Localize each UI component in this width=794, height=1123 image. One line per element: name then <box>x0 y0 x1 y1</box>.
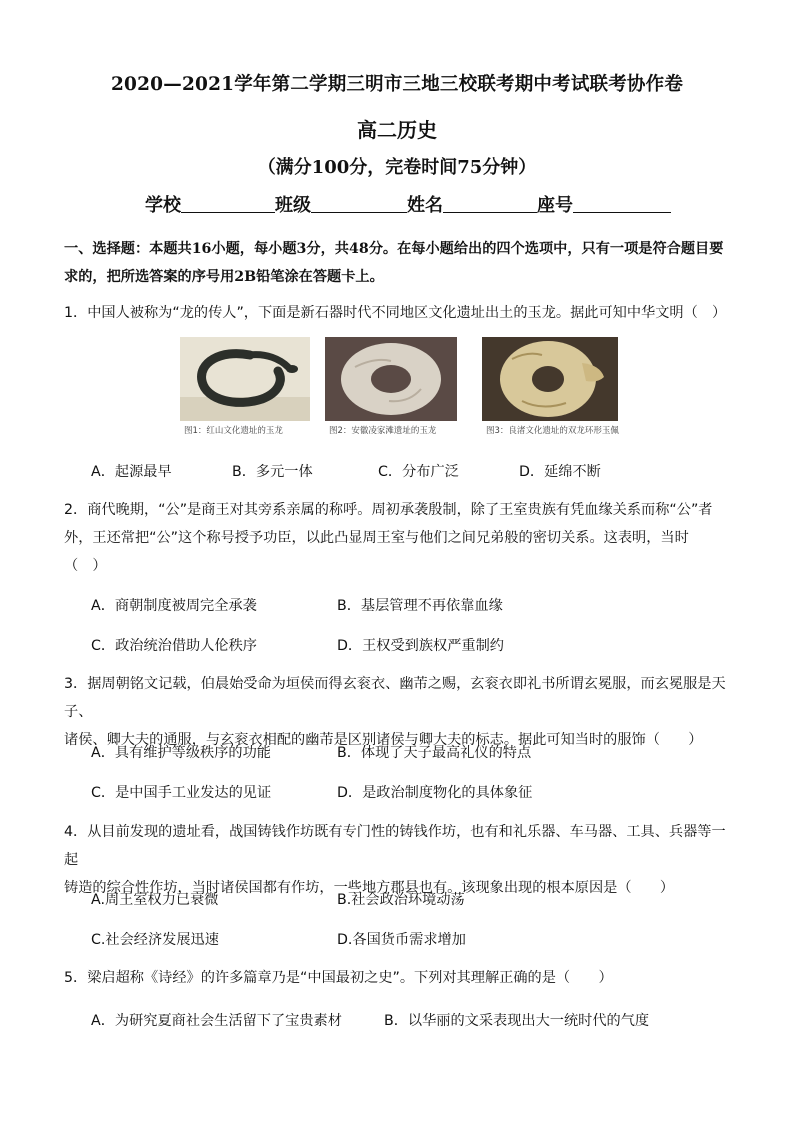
question-line: 诸侯、卿大夫的通服，与玄衮衣相配的幽芾是区别诸侯与卿大夫的标志。据此可知当时的服饰（ ） <box>64 732 703 748</box>
seat-label: 座号 <box>537 195 573 216</box>
school-blank[interactable] <box>181 194 275 213</box>
option-a[interactable]: A．商朝制度被周完全承袭 <box>91 598 257 614</box>
student-info-row <box>145 191 671 217</box>
figure-caption: 图2：安徽凌家滩遗址的玉龙 <box>329 426 437 436</box>
option-a[interactable]: A．为研究夏商社会生活留下了宝贵素材 <box>91 1013 342 1029</box>
option-b[interactable]: B．基层管理不再依靠血缘 <box>337 598 503 614</box>
question-line: 外，王还常把“公”这个称号授予功臣，以此凸显周王室与他们之间兄弟般的密切关系。这表明，当时 <box>64 530 689 546</box>
option-c[interactable]: C．政治统治借助人伦秩序 <box>91 638 257 654</box>
option-d[interactable]: D.各国货币需求增加 <box>337 932 466 948</box>
question-line: 4．从目前发现的遗址看，战国铸钱作坊既有专门性的铸钱作坊，也有和礼乐器、车马器、工具、兵器等一起 <box>64 824 726 868</box>
section-heading-line: 一、选择题：本题共16小题，每小题3分，共48分。在每小题给出的四个选项中，只有一项是符合题目要 <box>64 241 724 257</box>
option-a[interactable]: A．起源最早 <box>91 464 172 480</box>
option-d[interactable]: D．是政治制度物化的具体象征 <box>337 785 533 801</box>
option-c[interactable]: C．是中国手工业发达的见证 <box>91 785 272 801</box>
question-line: （ ） <box>64 558 107 574</box>
subject-title: 高二历史 <box>357 118 437 142</box>
option-c[interactable]: C.社会经济发展迅速 <box>91 932 219 948</box>
option-d[interactable]: D．延绵不断 <box>519 464 601 480</box>
section-heading-line: 求的，把所选答案的序号用2B铅笔涂在答题卡上。 <box>64 269 384 285</box>
name-blank[interactable] <box>443 194 537 213</box>
name-label: 姓名 <box>407 195 443 216</box>
option-b[interactable]: B．体现了天子最高礼仪的特点 <box>337 745 532 761</box>
jade-dragon-image-3 <box>482 337 618 425</box>
jade-dragon-image-2 <box>325 337 457 425</box>
question-line: 2．商代晚期，“公”是商王对其旁系亲属的称呼。周初承袭殷制，除了王室贵族有凭血缘关系而称“公”者 <box>64 502 713 518</box>
question-line: 5．梁启超称《诗经》的许多篇章乃是“中国最初之史”。下列对其理解正确的是（ ） <box>64 970 613 986</box>
class-blank[interactable] <box>311 194 407 213</box>
question-2-stem <box>64 496 734 580</box>
option-c[interactable]: C．分布广泛 <box>378 464 459 480</box>
question-line: 铸造的综合性作坊，当时诸侯国都有作坊，一些地方郡县也有。该现象出现的根本原因是（ ） <box>64 880 675 896</box>
jade-dragon-image-1 <box>180 337 310 425</box>
score-note: （满分100分，完卷时间75分钟） <box>257 157 537 178</box>
option-b[interactable]: B．多元一体 <box>232 464 313 480</box>
option-d[interactable]: D．王权受到族权严重制约 <box>337 638 504 654</box>
figure-caption: 图1：红山文化遗址的玉龙 <box>184 426 283 436</box>
section-heading <box>64 235 734 291</box>
class-label: 班级 <box>275 195 311 216</box>
exam-title: 2020—2021学年第二学期三明市三地三校联考期中考试联考协作卷 <box>110 74 684 95</box>
option-b[interactable]: B．以华丽的文采表现出大一统时代的气度 <box>384 1013 650 1029</box>
figure-caption: 图3：良渚文化遗址的双龙环形玉佩 <box>486 426 619 436</box>
question-line: 3．据周朝铭文记载，伯晨始受命为垣侯而得玄衮衣、幽芾之赐，玄衮衣即礼书所谓玄冕服，而玄冕服是天子、 <box>64 676 726 720</box>
option-b[interactable]: B.社会政治环境动荡 <box>337 892 465 908</box>
question-1-stem <box>64 299 734 327</box>
school-label: 学校 <box>145 195 181 216</box>
question-5-stem <box>64 964 734 992</box>
option-a[interactable]: A.周王室权力已衰微 <box>91 892 219 908</box>
option-a[interactable]: A．具有维护等级秩序的功能 <box>91 745 271 761</box>
seat-blank[interactable] <box>573 194 671 213</box>
question-line: 1．中国人被称为“龙的传人”，下面是新石器时代不同地区文化遗址出土的玉龙。据此可知中华文明（ ） <box>64 305 727 321</box>
